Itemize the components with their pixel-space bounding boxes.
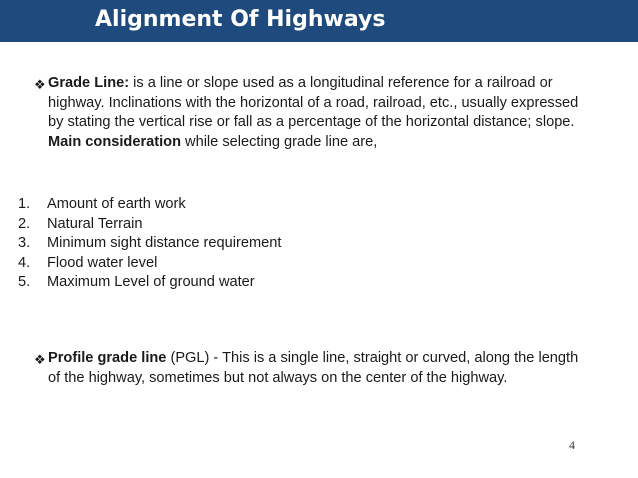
- grade-line-text-end: while selecting grade line are,: [180, 133, 378, 150]
- list-item-text: Natural Terrain: [47, 215, 143, 232]
- title-bar: [0, 0, 638, 42]
- list-item-text: Minimum sight distance requirement: [47, 235, 282, 252]
- list-item: [18, 254, 281, 274]
- grade-line-text: is a line or slope used as a longitudinal reference for a railroad or highway. Inclinations with the horizontal of a road, railroad, etc., usually expressed by stating the vertical rise or fall as a percentage of the horizontal distance; slope.: [48, 75, 579, 131]
- list-number: 5.: [18, 274, 31, 291]
- grade-line-paragraph: [34, 74, 588, 152]
- profile-grade-line-paragraph: [34, 349, 588, 388]
- list-item-text: Amount of earth work: [47, 196, 186, 212]
- grade-line-term: Grade Line:: [48, 75, 130, 91]
- slide-title: Alignment Of Highways: [95, 7, 386, 32]
- diamond-bullet-icon: ❖: [34, 352, 46, 367]
- considerations-list: [18, 195, 281, 293]
- list-item-text: Maximum Level of ground water: [47, 274, 255, 291]
- list-item-text: Flood water level: [47, 254, 158, 271]
- list-item: [18, 273, 281, 293]
- list-number: 3.: [18, 235, 31, 252]
- list-number: 2.: [18, 215, 31, 232]
- main-consideration-emphasis: Main consideration: [48, 133, 181, 150]
- list-item: [18, 234, 281, 254]
- list-number: 4.: [18, 254, 31, 271]
- profile-grade-line-text: (PGL) - This is a single line, straight or curved, along the length of the highway, sometimes but not always on the center of the highway.: [48, 350, 579, 386]
- list-item: [18, 215, 281, 235]
- diamond-bullet-icon: ❖: [34, 77, 46, 92]
- page-number: 4: [569, 438, 575, 452]
- profile-grade-line-term: Profile grade line: [48, 350, 167, 366]
- list-item: [18, 195, 281, 215]
- list-number: 1.: [18, 196, 31, 212]
